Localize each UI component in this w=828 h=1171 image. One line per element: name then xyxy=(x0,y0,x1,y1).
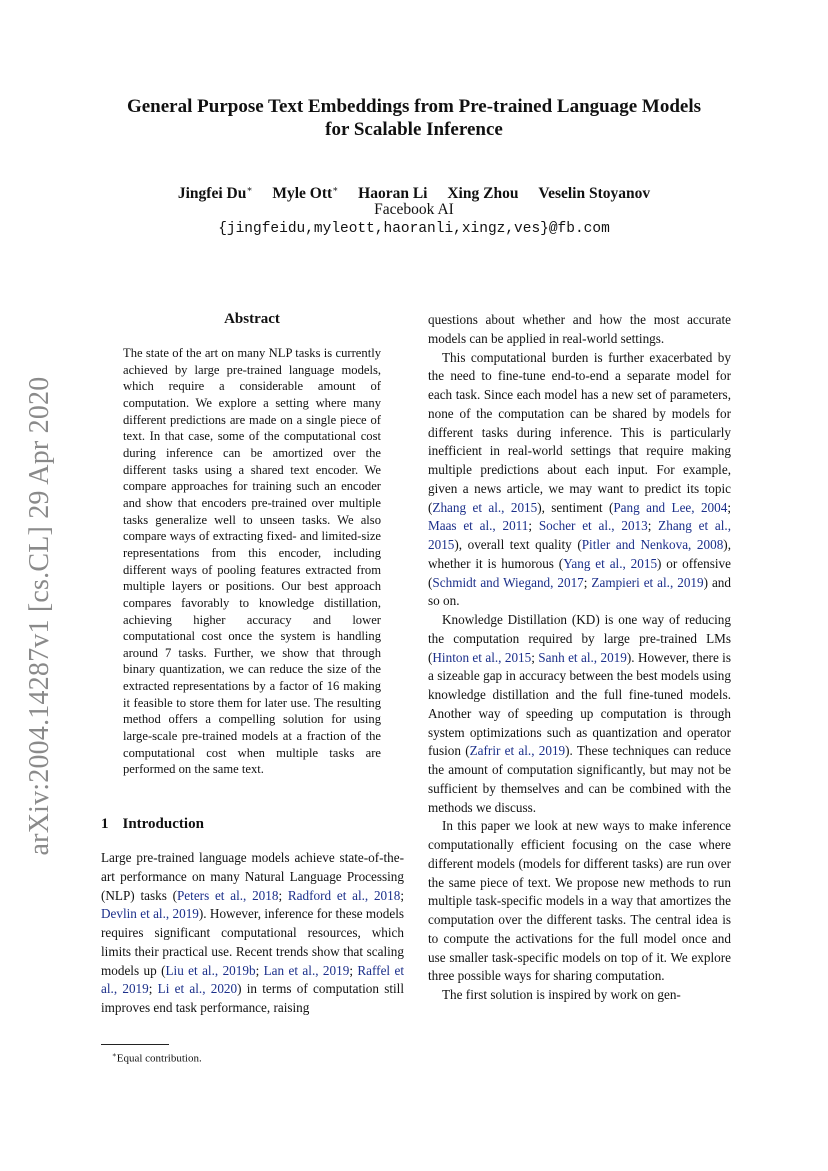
body-text: ), sentiment ( xyxy=(537,499,614,515)
body-text: Large pre-trained language models achieve state-of-the-art performance on many Natural Language Processing (NLP) tasks ( xyxy=(101,850,404,903)
author: Veselin Stoyanov xyxy=(538,185,651,203)
citation-link[interactable]: Li et al., 2020 xyxy=(157,981,238,997)
body-text: In this paper we look at new ways to make inference computationally efficient focusing on the case where different models (models for different tasks) are run over the same piece of text. We propose new methods to run multiple task-specific models in a way that amortizes the computation over the different tasks. The central idea is to compute the activations for the full model once and use smaller task-specific models on top of it. We explore three possible ways for sharing computation. xyxy=(428,818,731,984)
right-column-body xyxy=(428,311,731,1005)
body-text: Knowledge Distillation (KD) is one way of reducing the computation required by large pre-trained LMs ( xyxy=(428,612,731,665)
author: Jingfei Du∗ xyxy=(177,184,253,203)
title-line-1: General Purpose Text Embeddings from Pre-trained Language Models xyxy=(126,96,702,117)
citation-link[interactable]: Devlin et al., 2019 xyxy=(101,906,199,922)
citation-link[interactable]: Pitler and Nenkova, 2008 xyxy=(581,537,724,552)
body-text: questions about whether and how the most accurate models can be applied in real-world settings. xyxy=(428,312,731,346)
citation-link[interactable]: Peters et al., 2018 xyxy=(176,887,279,903)
citation-link[interactable]: Sanh et al., 2019 xyxy=(538,649,627,665)
citation-link[interactable]: Hinton et al., 2015 xyxy=(432,649,532,665)
citation-link[interactable]: Raffel et al., 2019 xyxy=(101,962,404,997)
citation-link[interactable]: Zafrir et al., 2019 xyxy=(469,743,566,759)
body-text: ; xyxy=(583,574,592,590)
body-text: ; xyxy=(148,981,158,997)
title-line-2: for Scalable Inference xyxy=(325,119,503,140)
arxiv-identifier: arXiv:2004.14287v1 [cs.CL] 29 Apr 2020 xyxy=(24,376,55,856)
citation-link[interactable]: Lan et al., 2019 xyxy=(263,962,350,978)
citation-link[interactable]: Zampieri et al., 2019 xyxy=(591,574,704,590)
footnote xyxy=(112,1048,202,1066)
body-text: ; xyxy=(531,649,539,665)
body-text: ) and so on. xyxy=(428,574,731,609)
body-text: ), overall text quality ( xyxy=(454,537,582,552)
paragraph xyxy=(428,611,731,817)
citation-link[interactable]: Yang et al., 2015 xyxy=(563,555,658,571)
body-text: ). These techniques can reduce the amount of computation significantly, but may not be sufficient by themselves and can be combined with the methods we discuss. xyxy=(428,743,731,815)
author: Myle Ott∗ xyxy=(272,184,339,203)
paragraph xyxy=(428,349,731,612)
body-text: ; xyxy=(727,499,731,515)
section-number: 1 xyxy=(101,816,109,832)
body-text: ; xyxy=(528,518,539,534)
paper-title xyxy=(90,95,738,141)
paragraph xyxy=(428,986,731,1005)
abstract-heading: Abstract xyxy=(224,311,280,327)
citation-link[interactable]: Schmidt and Wiegand, 2017 xyxy=(432,574,584,590)
citation-link[interactable]: Pang and Lee, 2004 xyxy=(613,499,728,515)
body-text: ) in terms of computation still improves end task performance, raising xyxy=(101,981,404,1015)
left-column-body xyxy=(101,849,404,1018)
body-text: ; xyxy=(647,518,659,534)
body-text: ; xyxy=(278,887,288,903)
citation-link[interactable]: Maas et al., 2011 xyxy=(428,518,529,534)
section-title: Introduction xyxy=(122,816,204,832)
affiliation: Facebook AI xyxy=(374,201,454,218)
paragraph xyxy=(428,311,731,349)
body-text: ). However, there is a sizeable gap in accuracy between the best models using knowledge distillation and the full fine-tuned models. Another way of speeding up computation is through system optimizations such as quantization and operator fusion ( xyxy=(428,649,731,759)
citation-link[interactable]: Radford et al., 2018 xyxy=(287,887,401,903)
abstract-text: The state of the art on many NLP tasks is currently achieved by large pre-trained language models, which require a considerable amount of computation. We explore a setting where many different predictions are made on a single piece of text. In that case, some of the computational cost during inference can be amortized over the different tasks using a shared text encoder. We compare approaches for training such an encoder and show that encoders pre-trained over multiple tasks generalize well to unseen tasks. We also compare ways of extracting fixed- and limited-size representations from this encoder, including different ways of pooling features extracted from multiple layers or positions. Our best approach compares favorably to knowledge distillation, achieving higher accuracy and lower computational cost once the system is handling around 7 tasks. Further, we show that through binary quantization, we can reduce the size of the extracted representations by a factor of 16 making it feasible to store them for later use. The resulting method offers a compelling solution for using large-scale pre-trained models at a fraction of the computational cost when multiple tasks are performed on the same text. xyxy=(123,346,381,777)
body-text: This computational burden is further exacerbated by the need to fine-tune end-to-end a separate model for each task. Since each model has a new set of parameters, none of the computation can be shared by models for different tasks during inference. This is particularly inefficient in real-world settings that require making multiple predictions about each input. For example, given a news article, we may want to predict its topic ( xyxy=(428,349,731,515)
author-emails: {jingfeidu,myleott,haoranli,xingz,ves}@fb.com xyxy=(218,221,610,237)
citation-link[interactable]: Socher et al., 2013 xyxy=(538,518,648,534)
footnote-text: Equal contribution. xyxy=(116,1052,202,1065)
citation-link[interactable]: Zhang et al., 2015 xyxy=(432,499,538,515)
paragraph xyxy=(101,849,404,1018)
author: Xing Zhou xyxy=(447,185,519,203)
body-text: ; xyxy=(255,962,264,978)
body-text: ; xyxy=(349,962,358,978)
body-text: The first solution is inspired by work on gen- xyxy=(442,987,681,1002)
author: Haoran Li xyxy=(358,185,428,203)
citation-link[interactable]: Zhang et al., 2015 xyxy=(428,518,732,552)
body-text: ; xyxy=(400,887,405,903)
footnote-rule xyxy=(101,1044,169,1045)
body-text: ) or offensive ( xyxy=(428,555,731,590)
paragraph xyxy=(428,817,731,986)
body-text: ), whether it is humorous ( xyxy=(428,537,731,571)
citation-link[interactable]: Liu et al., 2019b xyxy=(165,962,256,978)
section-heading-introduction xyxy=(101,814,403,834)
body-text: ). However, inference for these models requires significant computational resources, which limits their practical use. Recent trends show that scaling models up ( xyxy=(101,906,404,978)
footnote-mark: ∗ xyxy=(112,1051,117,1059)
